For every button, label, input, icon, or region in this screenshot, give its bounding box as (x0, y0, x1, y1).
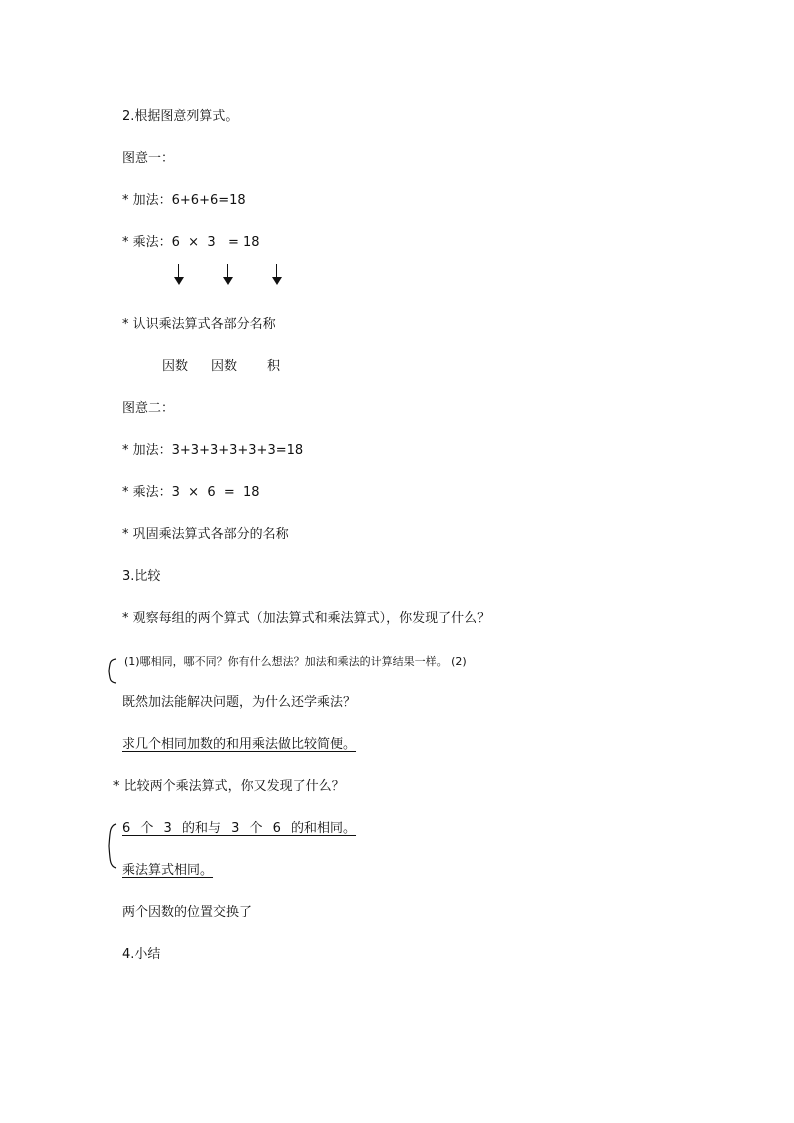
term-factor-1: 因数 (162, 359, 189, 374)
down-arrow-icon (174, 264, 184, 286)
term-product: 积 (267, 359, 281, 374)
swap-note: 两个因数的位置交换了 (122, 905, 253, 920)
section-2-title: 2.根据图意列算式。 (122, 109, 239, 124)
term-factor-2: 因数 (211, 359, 238, 374)
left-brace-icon (104, 822, 118, 870)
down-arrow-icon (223, 264, 233, 286)
figure-2-parts-heading: * 巩固乘法算式各部分的名称 (122, 527, 289, 542)
answer-underlined: 求几个相同加数的和用乘法做比较简便。 (122, 737, 357, 752)
figure-1-parts-heading: * 认识乘法算式各部分名称 (122, 317, 276, 332)
down-arrow-icon (272, 264, 282, 286)
figure-1-label: 图意一： (122, 151, 175, 166)
observe-question: * 观察每组的两个算式（加法算式和乘法算式），你发现了什么？ (122, 611, 491, 626)
figure-2-addition: * 加法：3+3+3+3+3+3=18 (122, 443, 304, 458)
figure-1-multiplication: * 乘法：6 × 3 = 18 (122, 235, 260, 250)
figure-2-label: 图意二： (122, 401, 175, 416)
section-4-title: 4.小结 (122, 947, 161, 962)
finding-2: 乘法算式相同。 (122, 863, 214, 878)
left-brace-icon (104, 657, 118, 685)
section-3-title: 3.比较 (122, 569, 161, 584)
compare-question: * 比较两个乘法算式，你又发现了什么？ (113, 779, 345, 794)
question-1: (1)哪相同，哪不同？你有什么想法？加法和乘法的计算结果一样。 (2) (124, 655, 467, 668)
figure-2-multiplication: * 乘法：3 × 6 = 18 (122, 485, 260, 500)
figure-1-addition: * 加法：6+6+6=18 (122, 193, 246, 208)
finding-1: 6 个 3 的和与 3 个 6 的和相同。 (122, 821, 357, 836)
why-question: 既然加法能解决问题，为什么还学乘法？ (122, 695, 357, 710)
